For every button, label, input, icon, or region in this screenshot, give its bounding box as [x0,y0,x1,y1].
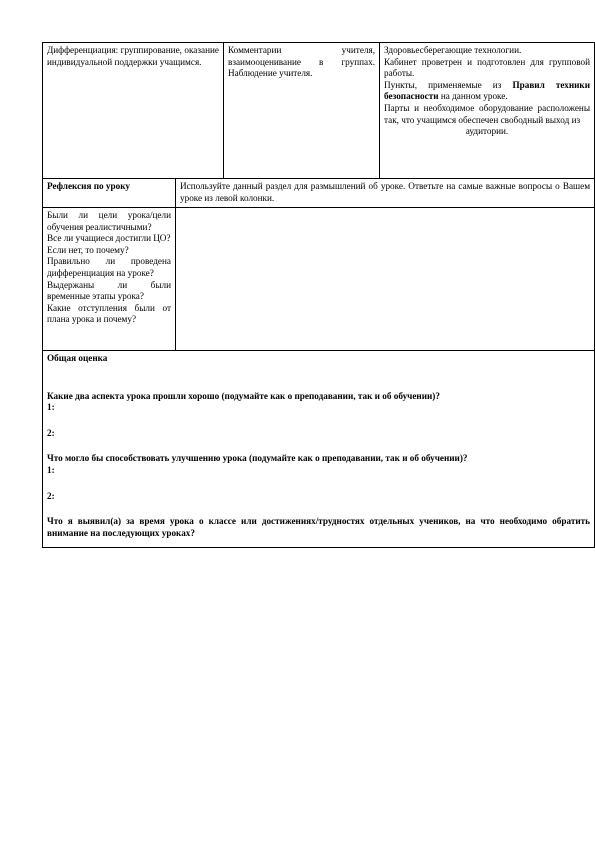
summary-row [43,351,595,548]
summary-q2-answer-2: 2: [47,490,55,501]
health-safety-cell [380,43,595,179]
summary-q2-answer-1: 1: [47,464,55,475]
reflection-answer-area[interactable] [176,208,595,351]
reflection-instruction-cell [176,179,595,208]
summary-cell [43,351,595,548]
health-line-4: Парты и необходимое оборудование расположены так, что учащимся обеспечен свободный выход из [384,102,591,125]
summary-q1-answer-1: 1: [47,402,55,413]
reflection-question: Если нет, то почему? [47,244,129,255]
reflection-header-row [43,179,595,208]
reflection-question: Все ли учащиеся достигли ЦО? [47,233,171,244]
health-line-3 [384,80,590,103]
reflection-question: Какие отступления были от плана урока и почему? [47,302,171,325]
health-line-4-last: аудитории. [465,126,509,137]
reflection-title-cell [43,179,176,208]
summary-question-3: Что я выявил(а) за время урока о классе или достижениях/трудностях отдельных учеников, на что необходимо обратить внимание на последующих уроках? [47,516,591,538]
reflection-instruction: Используйте данный раздел для размышлений об уроке. Ответьте на самые важные вопросы о Вашем уроке из левой колонки. [180,181,591,203]
differentiation-text: Дифференциация: группирование, оказание индивидуальной поддержки учащимся. [47,45,220,67]
summary-question-2: Что могло бы способствовать улучшению урока (подумайте как о преподавании, так и об обучении)? [47,453,468,464]
reflection-question: Выдержаны ли были временные этапы урока? [47,279,171,302]
reflection-body-row [43,208,595,351]
safety-rules-bold: Правил техники безопасности [384,79,591,102]
assessment-cell [224,43,380,179]
health-line-3-pre: Пункты, применяемые из [384,79,513,90]
reflection-title [47,181,171,193]
differentiation-cell [43,43,224,179]
reflection-question: Были ли цели урока/цели обучения реалистичными? [47,210,171,232]
assessment-text: Комментарии учителя, взаимооценивание в группах. Наблюдение учителя. [228,45,376,79]
summary-question-1: Какие два аспекта урока прошли хорошо (подумайте как о преподавании, так и об обучении)? [47,390,440,401]
reflection-title-text: Рефлексия по уроку [47,181,130,191]
resources-row [43,43,595,179]
reflection-questions-cell [43,208,176,351]
lesson-plan-table [42,42,595,548]
summary-q1-answer-2: 2: [47,427,55,438]
reflection-question: Правильно ли проведена дифференциация на уроке? [47,256,171,278]
health-line-1: Здоровьесберегающие технологии. [384,45,522,55]
health-line-3-post: на данном уроке. [438,91,508,102]
summary-title: Общая оценка [47,353,108,363]
health-line-2: Кабинет проветрен и подготовлен для групповой работы. [384,56,591,79]
